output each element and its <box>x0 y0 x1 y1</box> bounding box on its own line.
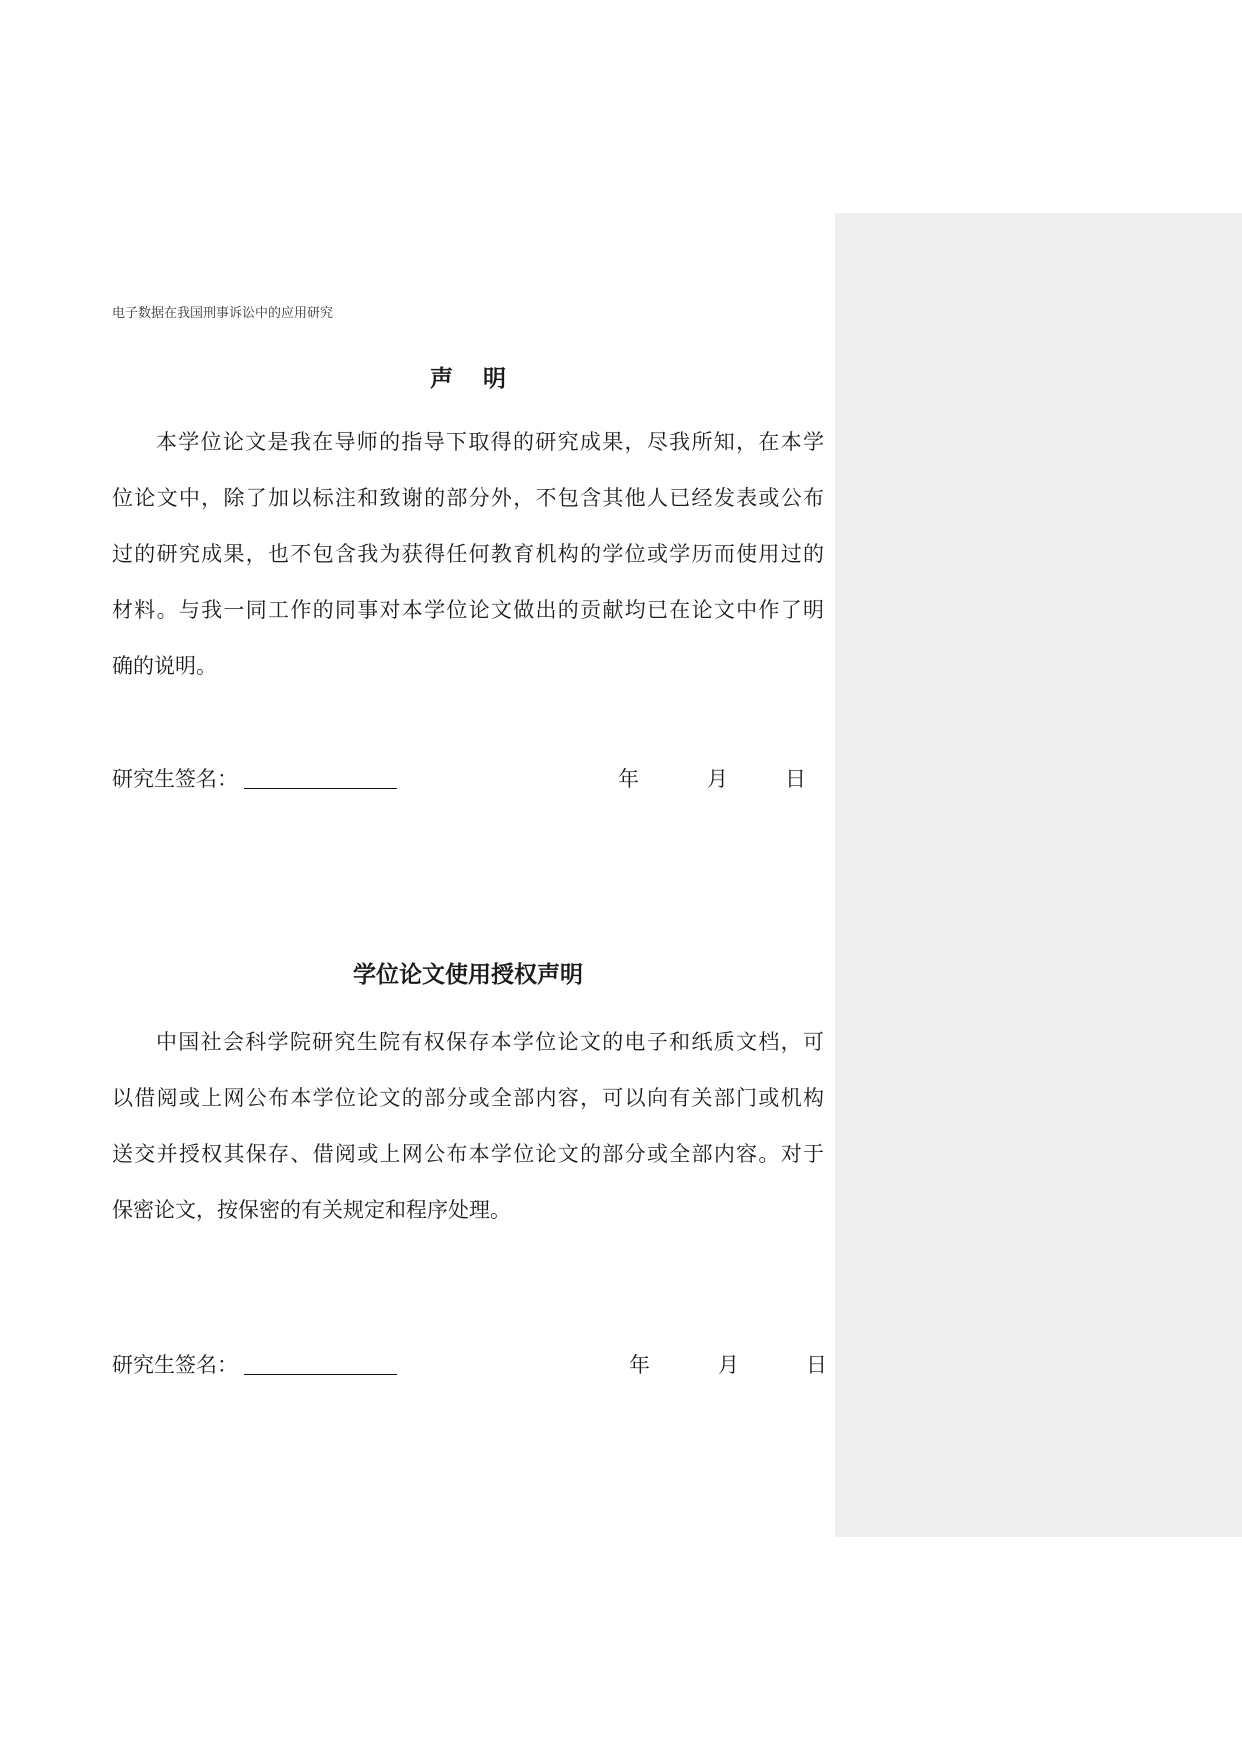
signature-label: 研究生签名： <box>112 1353 238 1377</box>
authorization-line-1: 中国社会科学院研究生院有权保存本学位论文的电子和纸质文档，可 <box>156 1030 824 1054</box>
authorization-title: 学位论文使用授权声明 <box>353 961 583 988</box>
signature-line[interactable] <box>244 788 397 789</box>
signature-line[interactable] <box>244 1374 397 1375</box>
authorization-line-2: 以借阅或上网公布本学位论文的部分或全部内容，可以向有关部门或机构 <box>112 1086 824 1110</box>
declaration-line-5: 确的说明。 <box>112 654 217 678</box>
declaration-line-1: 本学位论文是我在导师的指导下取得的研究成果，尽我所知，在本学 <box>156 430 824 454</box>
running-header: 电子数据在我国刑事诉讼中的应用研究 <box>112 306 334 321</box>
date-month-label: 月 <box>707 767 728 791</box>
date-day-label: 日 <box>785 767 806 791</box>
declaration-line-4: 材料。与我一同工作的同事对本学位论文做出的贡献均已在论文中作了明 <box>112 598 824 622</box>
date-day-label: 日 <box>806 1353 827 1377</box>
declaration-line-2: 位论文中，除了加以标注和致谢的部分外，不包含其他人已经发表或公布 <box>112 486 824 510</box>
signature-label: 研究生签名： <box>112 767 238 791</box>
authorization-line-3: 送交并授权其保存、借阅或上网公布本学位论文的部分或全部内容。对于 <box>112 1142 824 1166</box>
date-year-label: 年 <box>618 767 639 791</box>
declaration-signature-row <box>112 764 824 794</box>
declaration-line-3: 过的研究成果，也不包含我为获得任何教育机构的学位或学历而使用过的 <box>112 542 824 566</box>
declaration-title: 声明 <box>430 365 536 392</box>
date-month-label: 月 <box>718 1353 739 1377</box>
authorization-line-4: 保密论文，按保密的有关规定和程序处理。 <box>112 1198 511 1222</box>
authorization-signature-row <box>112 1350 827 1380</box>
page-margin-panel <box>835 213 1242 1537</box>
date-year-label: 年 <box>629 1353 650 1377</box>
